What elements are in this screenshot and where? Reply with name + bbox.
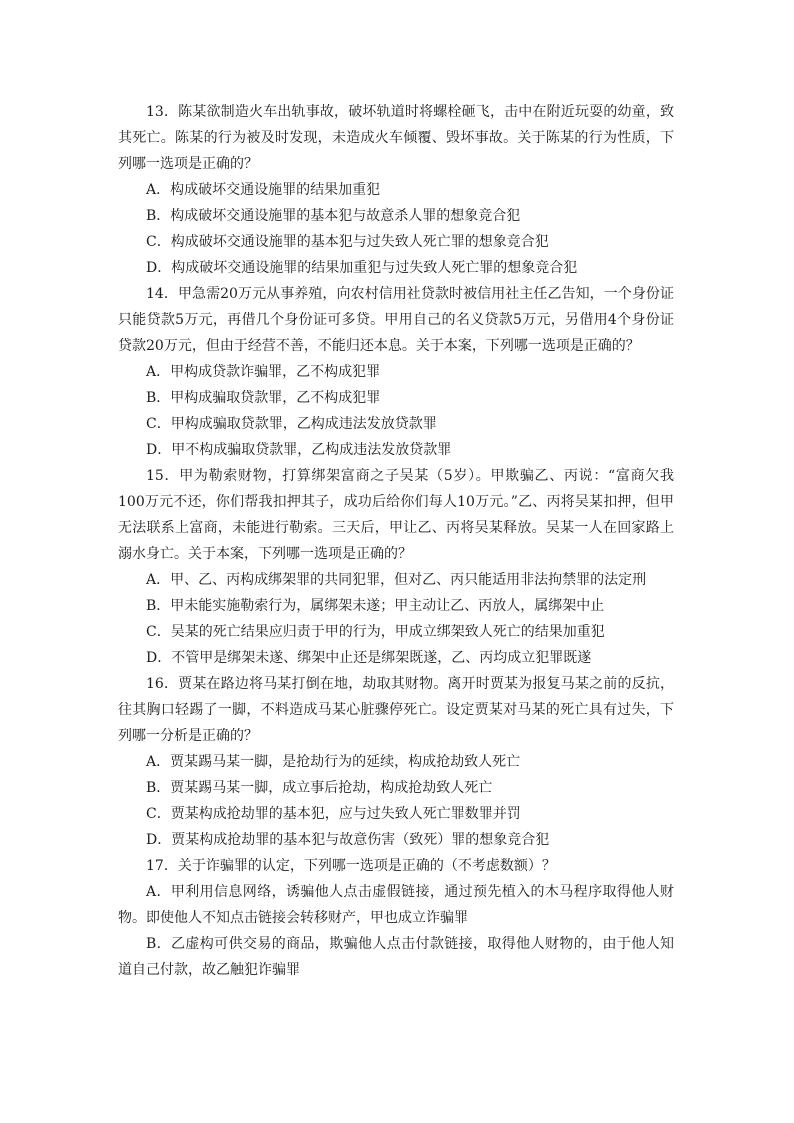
- question-stem: 16．贾某在路边将马某打倒在地，劫取其财物。离开时贾某为报复马某之前的反抗，往其胸口轻踢了一脚，不料造成马某心脏骤停死亡。设定贾某对马某的死亡具有过失，下列哪一分析是正确的？: [118, 676, 674, 744]
- option-d: D．不管甲是绑架未遂、绑架中止还是绑架既遂，乙、丙均成立犯罪既遂: [146, 650, 592, 666]
- option-c: C．贾某构成抢劫罪的基本犯，应与过失致人死亡罪数罪并罚: [146, 806, 521, 822]
- question-stem: 14．甲急需20万元从事养殖，向农村信用社贷款时被信用社主任乙告知，一个身份证只能贷款5万元，再借几个身份证可多贷。甲用自己的名义贷款5万元，另借用4个身份证贷款20万元，但由于经营不善，不能归还本息。关于本案，下列哪一选项是正确的？: [118, 286, 674, 354]
- option-a: A．贾某踢马某一脚，是抢劫行为的延续，构成抢劫致人死亡: [146, 754, 521, 770]
- option-a: A．甲利用信息网络，诱骗他人点击虚假链接，通过预先植入的木马程序取得他人财物。即使他人不知点击链接会转移财产，甲也成立诈骗罪: [118, 884, 674, 926]
- option-d: D．甲不构成骗取贷款罪，乙构成违法发放贷款罪: [146, 442, 452, 458]
- option-c: C．吴某的死亡结果应归责于甲的行为，甲成立绑架致人死亡的结果加重犯: [146, 624, 605, 640]
- option-a: A．甲、乙、丙构成绑架罪的共同犯罪，但对乙、丙只能适用非法拘禁罪的法定刑: [146, 572, 647, 588]
- question-15: [118, 463, 674, 671]
- option-d: D．贾某构成抢劫罪的基本犯与故意伤害（致死）罪的想象竞合犯: [146, 832, 550, 848]
- question-16: [118, 671, 674, 853]
- question-stem: 13．陈某欲制造火车出轨事故，破坏轨道时将螺栓砸飞，击中在附近玩耍的幼童，致其死亡。陈某的行为被及时发现，未造成火车倾覆、毁坏事故。关于陈某的行为性质，下列哪一选项是正确的？: [118, 104, 674, 172]
- option-d: D．构成破坏交通设施罪的结果加重犯与过失致人死亡罪的想象竞合犯: [146, 260, 578, 276]
- option-a: A．甲构成贷款诈骗罪，乙不构成犯罪: [146, 364, 381, 380]
- question-stem: 15．甲为勒索财物，打算绑架富商之子吴某（5岁）。甲欺骗乙、丙说：“富商欠我100万元不还，你们帮我扣押其子，成功后给你们每人10万元。”乙、丙将吴某扣押，但甲无法联系上富商，未能进行勒索。三天后，甲让乙、丙将吴某释放。吴某一人在回家路上溺水身亡。关于本案，下列哪一选项是正确的？: [118, 468, 674, 562]
- option-b: B．甲未能实施勒索行为，属绑架未遂；甲主动让乙、丙放人，属绑架中止: [146, 598, 605, 614]
- option-b: B．构成破坏交通设施罪的基本犯与故意杀人罪的想象竞合犯: [146, 208, 521, 224]
- question-stem: 17．关于诈骗罪的认定，下列哪一选项是正确的（不考虑数额）？: [146, 858, 556, 874]
- option-c: C．构成破坏交通设施罪的基本犯与过失致人死亡罪的想象竞合犯: [146, 234, 549, 250]
- question-14: [118, 281, 674, 463]
- option-b: B．乙虚构可供交易的商品，欺骗他人点击付款链接，取得他人财物的，由于他人知道自己付款，故乙触犯诈骗罪: [118, 936, 674, 978]
- question-17: [118, 853, 674, 983]
- option-b: B．甲构成骗取贷款罪，乙不构成犯罪: [146, 390, 381, 406]
- option-c: C．甲构成骗取贷款罪，乙构成违法发放贷款罪: [146, 416, 437, 432]
- option-a: A．构成破坏交通设施罪的结果加重犯: [146, 182, 381, 198]
- option-b: B．贾某踢马某一脚，成立事后抢劫，构成抢劫致人死亡: [146, 780, 493, 796]
- question-13: [118, 99, 674, 281]
